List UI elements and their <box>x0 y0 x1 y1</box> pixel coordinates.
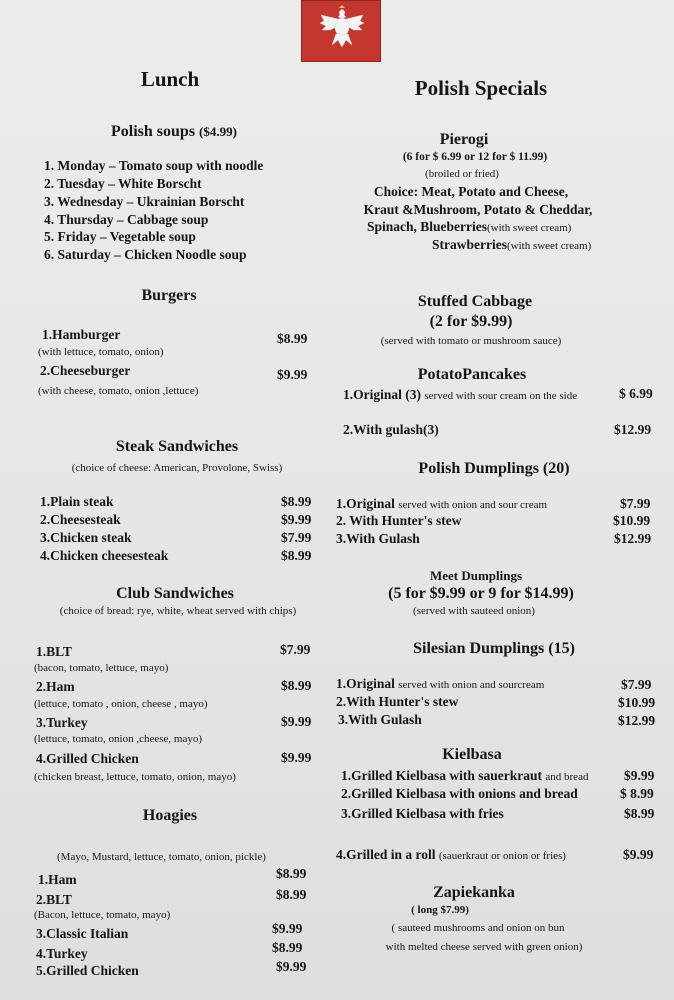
club-note: (choice of bread: rye, white, wheat served with chips) <box>59 605 297 617</box>
menu-item-name: 2.BLT <box>36 892 72 907</box>
menu-item-name: 1.Original <box>336 496 395 511</box>
menu-item-name: 4.Grilled Chicken <box>36 751 139 766</box>
menu-item-name: 4.Grilled in a roll <box>336 847 436 862</box>
menu-item-price: $9.99 <box>624 768 655 783</box>
menu-item-desc: (lettuce, tomato, onion ,cheese, mayo) <box>34 733 202 745</box>
cabbage-note: (served with tomato or mushroom sauce) <box>380 335 562 347</box>
polish-eagle-emblem <box>301 0 381 62</box>
menu-item-name: 4.Chicken cheesesteak <box>40 548 169 563</box>
menu-item-name: 1.BLT <box>36 644 72 659</box>
soup-item: 5. Friday – Vegetable soup <box>44 229 196 244</box>
meet-note: (served with sauteed onion) <box>413 605 535 617</box>
menu-item-desc: (with cheese, tomato, onion ,lettuce) <box>38 385 199 397</box>
menu-item-name: 2. With Hunter's stew <box>336 513 462 528</box>
menu-item-desc: (with lettuce, tomato, onion) <box>38 346 164 358</box>
steak-title: Steak Sandwiches <box>115 438 239 455</box>
club-title: Club Sandwiches <box>116 585 234 602</box>
menu-item-name: 1.Plain steak <box>40 494 114 509</box>
soup-item: 2. Tuesday – White Borscht <box>44 176 202 191</box>
menu-item-price: $8.99 <box>276 866 307 881</box>
menu-item-price: $12.99 <box>614 422 652 437</box>
menu-item-price: $8.99 <box>276 887 307 902</box>
menu-item-name: 2.Ham <box>36 679 75 694</box>
menu-item-price: $9.99 <box>281 750 312 765</box>
menu-item-name: 3.Classic Italian <box>36 926 129 941</box>
dumplings-title: Polish Dumplings (20) <box>418 460 570 477</box>
menu-item-desc: (sauerkraut or onion or fries) <box>438 850 566 862</box>
menu-item-line <box>343 387 577 403</box>
meet-title: Meet Dumplings <box>429 568 523 583</box>
menu-item-line <box>336 847 566 863</box>
menu-item-desc: served with sour cream on the side <box>424 390 578 402</box>
zapiekanka-desc: ( sauteed mushrooms and onion on bun <box>391 922 565 934</box>
pierogi-choice: Choice: Meat, Potato and Cheese, <box>373 184 569 199</box>
menu-item-price: $12.99 <box>614 531 652 546</box>
hoagies-note: (Mayo, Mustard, lettuce, tomato, onion, pickle) <box>57 851 266 863</box>
menu-item-name: 1.Grilled Kielbasa with sauerkraut <box>341 768 543 783</box>
menu-item-name: 3.Grilled Kielbasa with fries <box>341 806 504 821</box>
menu-item-price: $8.99 <box>281 548 312 563</box>
zapiekanka-price: ( long $7.99) <box>411 904 469 916</box>
menu-item-line <box>336 676 544 692</box>
menu-item-price: $ 6.99 <box>619 386 653 401</box>
soup-item: 3. Wednesday – Ukrainian Borscht <box>44 194 245 209</box>
menu-item-desc: (bacon, tomato, lettuce, mayo) <box>34 662 169 674</box>
menu-item-desc: (chicken breast, lettuce, tomato, onion, mayo) <box>34 771 236 783</box>
menu-item-name: 3.With Gulash <box>336 531 420 546</box>
cabbage-price: (2 for $9.99) <box>429 313 513 330</box>
soup-item: 6. Saturday – Chicken Noodle soup <box>44 247 247 262</box>
pancakes-title: PotatoPancakes <box>417 366 527 383</box>
pierogi-choice: Strawberries <box>432 237 507 252</box>
menu-item-name: 3.Turkey <box>36 715 88 730</box>
menu-item-price: $ 8.99 <box>620 786 654 801</box>
menu-item-price: $9.99 <box>281 512 312 527</box>
menu-item-price: $9.99 <box>623 847 654 862</box>
pierogi-choice: Kraut &Mushroom, Potato & Cheddar, <box>363 202 593 217</box>
menu-item-price: $9.99 <box>277 367 308 382</box>
menu-item-name: 2.With gulash(3) <box>343 422 439 437</box>
hoagies-title: Hoagies <box>142 807 198 824</box>
menu-item-name: 1.Original <box>336 676 395 691</box>
menu-item-name: 2.Cheesesteak <box>40 512 121 527</box>
menu-item-price: $10.99 <box>618 695 656 710</box>
menu-item-name: 3.Chicken steak <box>40 530 132 545</box>
menu-item-price: $8.99 <box>281 494 312 509</box>
zapiekanka-title: Zapiekanka <box>433 884 515 901</box>
menu-item-name: 3.With Gulash <box>338 712 422 727</box>
menu-item-name: 2.Grilled Kielbasa with onions and bread <box>341 786 578 801</box>
pierogi-title: Pierogi <box>439 131 489 148</box>
lunch-title: Lunch <box>140 67 200 91</box>
specials-title: Polish Specials <box>414 76 548 100</box>
menu-item-price: $9.99 <box>276 959 307 974</box>
menu-item-line <box>336 496 547 512</box>
menu-item-desc: (lettuce, tomato , onion, cheese , mayo) <box>34 698 208 710</box>
menu-item-price: $12.99 <box>618 713 656 728</box>
menu-item-name: 2.Cheeseburger <box>40 363 131 378</box>
soups-section-title <box>111 123 237 141</box>
menu-item-desc: served with onion and sourcream <box>398 679 545 691</box>
menu-item-price: $7.99 <box>621 677 652 692</box>
pierogi-choice-note: (with sweet cream) <box>487 222 572 234</box>
menu-item-price: $8.99 <box>624 806 655 821</box>
menu-item-line <box>341 768 588 784</box>
burgers-title: Burgers <box>141 287 197 304</box>
menu-item-price: $8.99 <box>277 331 308 346</box>
pierogi-choice-line <box>367 219 571 235</box>
cabbage-title: Stuffed Cabbage <box>417 293 533 310</box>
menu-item-name: 4.Turkey <box>36 946 88 961</box>
menu-item-price: $7.99 <box>281 530 312 545</box>
soups-price: ($4.99) <box>199 124 237 139</box>
steak-note: (choice of cheese: American, Provolone, Swiss) <box>71 462 283 474</box>
pierogi-choice-line <box>432 237 591 253</box>
menu-item-desc: (Bacon, lettuce, tomato, mayo) <box>34 909 171 921</box>
menu-item-price: $9.99 <box>272 921 303 936</box>
menu-item-price: $7.99 <box>620 496 651 511</box>
kielbasa-title: Kielbasa <box>442 746 502 763</box>
pierogi-cook: (broiled or fried) <box>425 168 499 180</box>
menu-item-name: 2.With Hunter's stew <box>336 694 459 709</box>
menu-item-price: $8.99 <box>272 940 303 955</box>
meet-price: (5 for $9.99 or 9 for $14.99) <box>388 585 574 602</box>
pierogi-choice: Spinach, Blueberries <box>367 219 488 234</box>
menu-item-price: $8.99 <box>281 678 312 693</box>
menu-item-name: 1.Ham <box>38 872 77 887</box>
zapiekanka-desc: with melted cheese served with green onion) <box>385 941 583 953</box>
menu-item-price: $7.99 <box>280 642 311 657</box>
silesian-title: Silesian Dumplings (15) <box>413 640 575 657</box>
menu-item-price: $9.99 <box>281 714 312 729</box>
menu-item-desc: served with onion and sour cream <box>398 499 548 511</box>
soup-item: 4. Thursday – Cabbage soup <box>44 212 209 227</box>
soup-item: 1. Monday – Tomato soup with noodle <box>44 158 264 173</box>
menu-item-desc: and bread <box>545 771 589 783</box>
menu-item-name: 1.Hamburger <box>42 327 121 342</box>
menu-item-price: $10.99 <box>613 513 651 528</box>
white-eagle-icon <box>318 5 366 51</box>
menu-item-name: 5.Grilled Chicken <box>36 963 139 978</box>
pierogi-prices: (6 for $ 6.99 or 12 for $ 11.99) <box>402 151 548 163</box>
menu-item-name: 1.Original (3) <box>343 387 421 402</box>
pierogi-choice-note: (with sweet cream) <box>506 240 592 252</box>
soups-title: Polish soups <box>111 123 196 140</box>
